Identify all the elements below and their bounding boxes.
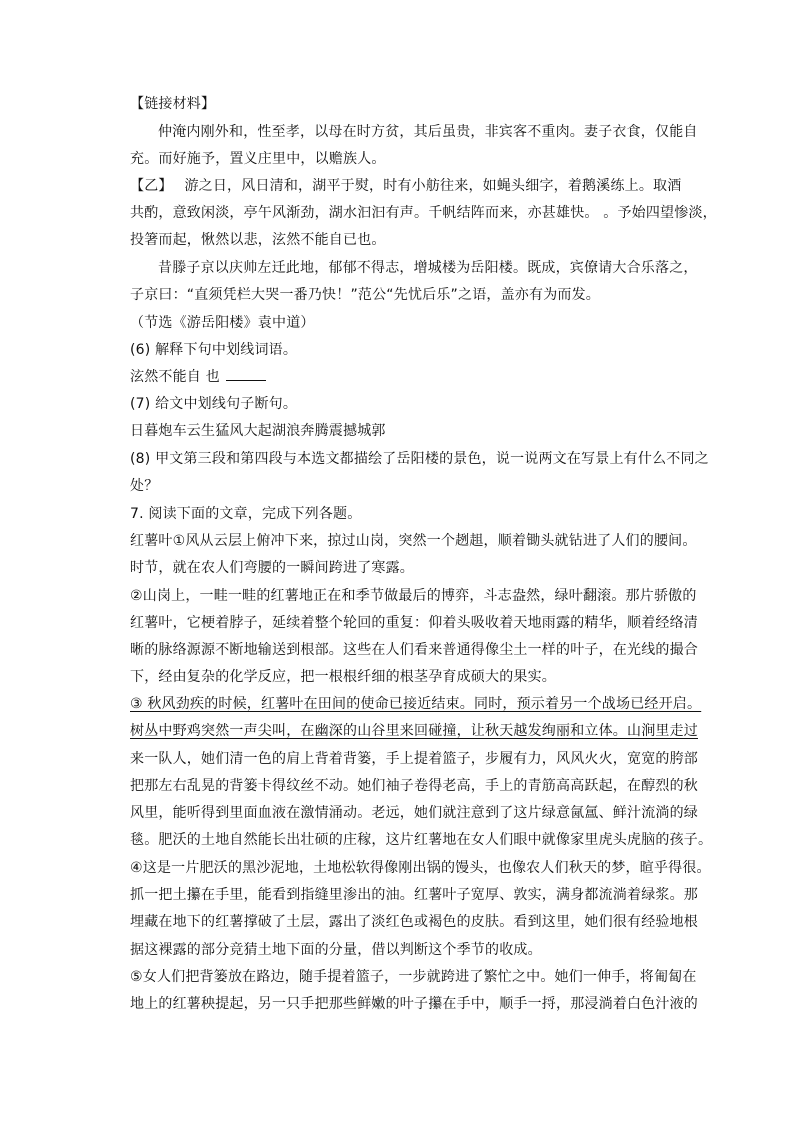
text-line: 抓一把土攥在手里，能看到指缝里渗出的油。红薯叶子宽厚、敦实，满身都流淌着绿浆。那 [130, 887, 698, 903]
text-line: 地上的红薯秧提起，另一只手把那些鲜嫩的叶子攥在手中，顺手一捋，那浸淌着白色汁液的 [130, 996, 698, 1012]
text-line: 昔滕子京以庆帅左迁此地，郁郁不得志，增城楼为岳阳楼。既成，宾僚请大合乐落之， [158, 260, 698, 276]
text-line: 晰的脉络源源不断地输送到根部。这些在人们看来普通得像尘土一样的叶子，在光线的撮合 [130, 642, 698, 658]
question-7-heading: 7. 阅读下面的文章，完成下列各题。 [130, 506, 362, 522]
text-line: 红薯叶，它梗着脖子，延续着整个轮回的重复：仰着头吸收着天地雨露的精华，顺着经络清 [130, 615, 698, 631]
underlined-text-line: ③ 秋风劲疾的时候，红薯叶在田间的使命已接近结束。同时，预示着另一个战场已经开启。 [130, 696, 702, 712]
text-line: 时节，就在农人们弯腰的一瞬间跨进了寒露。 [130, 560, 414, 576]
text-line: 风里，能听得到里面血液在激情涌动。老远，她们就注意到了这片绿意氤氲、鲜汁流淌的绿 [130, 805, 698, 821]
question-6-phrase: 泫然不能自 也 [130, 369, 220, 385]
text-line: 来一队人，她们清一色的肩上背着背篓，手上提着篮子，步履有力，风风火火，宽宽的胯部 [130, 751, 698, 767]
text-line: 共酌，意致闲淡，亭午风渐劲，湖水汩汩有声。千帆结阵而来，亦甚雄快。 。予始四望惨淡， [130, 205, 717, 221]
question-6-item [130, 368, 266, 386]
source-note: （节选《游岳阳楼》袁中道） [130, 315, 315, 331]
text-line: 毯。肥沃的土地自然能长出壮硕的庄稼，这片红薯地在女人们眼中就像家里虎头虎脑的孩子。 [130, 832, 713, 848]
text-line: 下，经由复杂的化学反应，把一根根纤细的根茎孕育成硕大的果实。 [130, 669, 556, 685]
text-line: 红薯叶①风从云层上俯冲下来，掠过山岗，突然一个趔趄，顺着锄头就钻进了人们的腰间。 [130, 533, 697, 549]
underlined-text-line: 树丛中野鸡突然一声尖叫，在幽深的山谷里来回碰撞，让秋天越发绚丽和立体。山涧里走过 [130, 723, 698, 739]
text-line: 仲淹内刚外和，性至孝，以母在时方贫，其后虽贵，非宾客不重肉。妻子衣食，仅能自 [158, 124, 698, 140]
section-heading-link-material: 【链接材料】 [130, 96, 216, 112]
text-line: ④这是一片肥沃的黑沙泥地，土地松软得像刚出锅的馒头，也像农人们秋天的梦，暄乎得很。 [130, 860, 711, 876]
question-6: (6) 解释下句中划线词语。 [130, 342, 298, 358]
text-line: 投箸而起，愀然以悲，泫然不能自已也。 [130, 232, 386, 248]
text-line: 据这裸露的部分竞猜土地下面的分量，借以判断这个季节的收成。 [130, 942, 542, 958]
text-line: ②山岗上，一畦一畦的红薯地正在和季节做最后的博弈，斗志盎然，绿叶翻滚。那片骄傲的 [130, 588, 697, 604]
text-line: 埋藏在地下的红薯撑破了土层，露出了淡红色或褐色的皮肤。看到这里，她们很有经验地根 [130, 914, 698, 930]
question-8: (8) 甲文第三段和第四段与本选文都描绘了岳阳楼的景色，说一说两文在写景上有什么不同之 [130, 451, 709, 467]
text-line: 处？ [130, 478, 159, 494]
text-line: ⑤女人们把背篓放在路边，随手提着篮子，一步就跨进了繁忙之中。她们一伸手，将匍匐在 [130, 969, 697, 985]
text-line: 充。而好施予，置义庄里中，以赡族人。 [130, 151, 386, 167]
text-line: 把那左右乱晃的背篓卡得纹丝不动。她们袖子卷得老高，手上的青筋高高跃起，在醇烈的秋 [130, 778, 698, 794]
text-line: 子京曰：“直须凭栏大哭一番乃快！”范公“先忧后乐”之语，盖亦有为而发。 [130, 287, 601, 303]
question-7: (7) 给文中划线句子断句。 [130, 396, 298, 412]
text-line: 【乙】 游之日，风日清和，湖平于熨，时有小舫往来，如蝇头细字，着鹅溪练上。取酒 [130, 178, 682, 194]
question-7-sentence: 日暮炮车云生猛风大起湖浪奔腾震撼城郭 [130, 423, 386, 439]
answer-blank[interactable] [226, 368, 266, 381]
